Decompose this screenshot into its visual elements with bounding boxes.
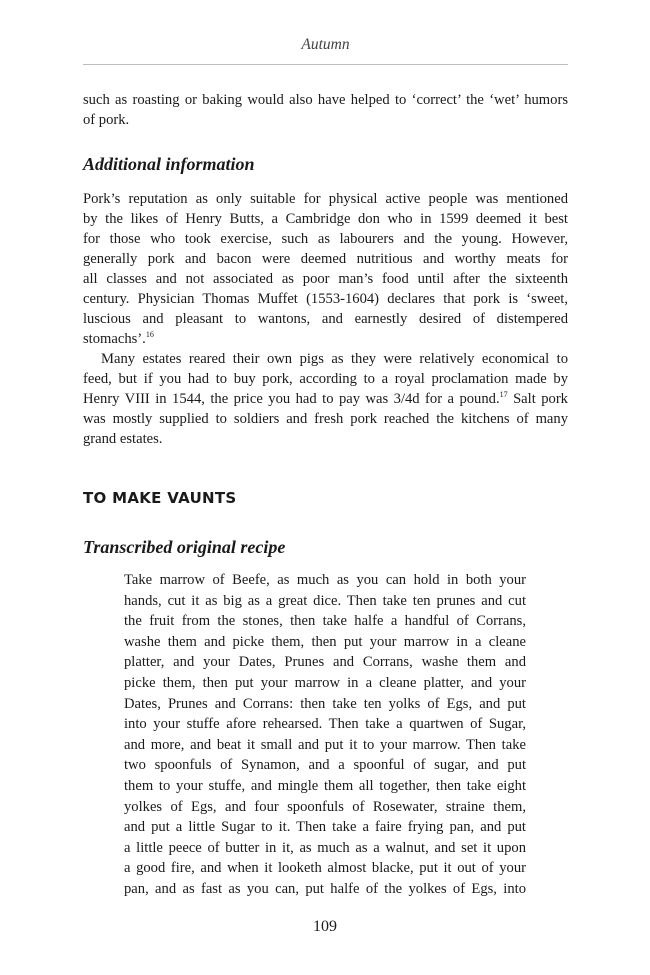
text-line: [83, 389, 568, 409]
text-fragment: Henry VIII in 1544, the price you had to pay was 3/4d for a pound.: [83, 391, 500, 407]
text-line: [83, 329, 568, 349]
recipe-line: picke them, then put your marrow in a cleane platter, and your: [124, 674, 526, 691]
recipe-line: hands, cut it as big as a great dice. Then take ten prunes and cut: [124, 592, 526, 609]
recipe-line: into your stuffe afore rehearsed. Then take a quartwen of Sugar,: [124, 716, 526, 733]
recipe-title: TO MAKE VAUNTS: [83, 489, 237, 507]
paragraph-reputation: [83, 189, 568, 349]
recipe-text: [124, 570, 526, 900]
text-fragment: stomachs’.: [83, 331, 146, 347]
recipe-line: two spoonfuls of Synamon, and a spoonful of sugar, and put: [124, 757, 526, 774]
page-number: 109: [313, 918, 337, 935]
section-heading: Additional information: [83, 154, 255, 174]
sub-heading: Transcribed original recipe: [83, 537, 286, 557]
recipe-line: a good fire, and when it looketh almost blacke, put it out of your: [124, 860, 526, 877]
recipe-line: the fruit from the stones, then take halfe a handful of Corrans,: [124, 613, 526, 630]
text-fragment: Salt pork: [507, 391, 568, 407]
text-line: century. Physician Thomas Muffet (1553-1604) declares that pork is ‘sweet,: [83, 291, 568, 307]
footnote-marker[interactable]: 16: [145, 330, 154, 339]
text-line: generally pork and bacon were deemed nutritious and worthy meats for: [83, 251, 568, 267]
paragraph-estates: [83, 349, 568, 449]
recipe-line: pan, and as fast as you can, put halfe of the yolkes of Egs, into: [124, 880, 526, 897]
recipe-line: a little peece of butter in it, as much as a walnut, and set it upon: [124, 839, 526, 856]
recipe-line: and more, and beat it small and put it to your marrow. Then take: [124, 736, 526, 753]
text-line: grand estates.: [83, 431, 163, 447]
text-line: by the likes of Henry Butts, a Cambridge don who in 1599 deemed it best: [83, 211, 568, 227]
running-head: Autumn: [301, 36, 350, 53]
text-line: all classes and not associated as poor man’s food until after the sixteenth: [83, 271, 568, 287]
recipe-line: Dates, Prunes and Corrans: then take ten yolks of Egs, and put: [124, 695, 526, 712]
recipe-line: washe them and picke them, then put your marrow in a cleane: [124, 633, 526, 650]
text-line: of pork.: [83, 112, 130, 128]
recipe-line: Take marrow of Beefe, as much as you can hold in both your: [124, 572, 526, 588]
recipe-line: and put a little Sugar to it. Then take a faire frying pan, and put: [124, 819, 526, 836]
recipe-line: them to your stuffe, and mingle them all together, then take eight: [124, 777, 526, 794]
text-line: luscious and pleasant to wantons, and earnestly desired of distempered: [83, 311, 568, 327]
text-line: Pork’s reputation as only suitable for physical active people was mentioned: [83, 191, 568, 207]
intro-paragraph: [83, 90, 568, 130]
header-divider: [83, 64, 568, 65]
text-line: was mostly supplied to soldiers and fresh pork reached the kitchens of many: [83, 411, 568, 427]
text-line: such as roasting or baking would also have helped to ‘correct’ the ‘wet’ humors: [83, 92, 568, 108]
text-line: Many estates reared their own pigs as they were relatively economical to: [101, 351, 568, 367]
recipe-line: yolkes of Egs, and four spoonfuls of Rosewater, straine them,: [124, 798, 526, 815]
text-line: for those who took exercise, such as labourers and the young. However,: [83, 231, 568, 247]
footnote-marker[interactable]: 17: [499, 390, 508, 399]
recipe-line: platter, and your Dates, Prunes and Corrans, washe them and: [124, 654, 526, 671]
text-line: feed, but if you had to buy pork, according to a royal proclamation made by: [83, 371, 568, 387]
